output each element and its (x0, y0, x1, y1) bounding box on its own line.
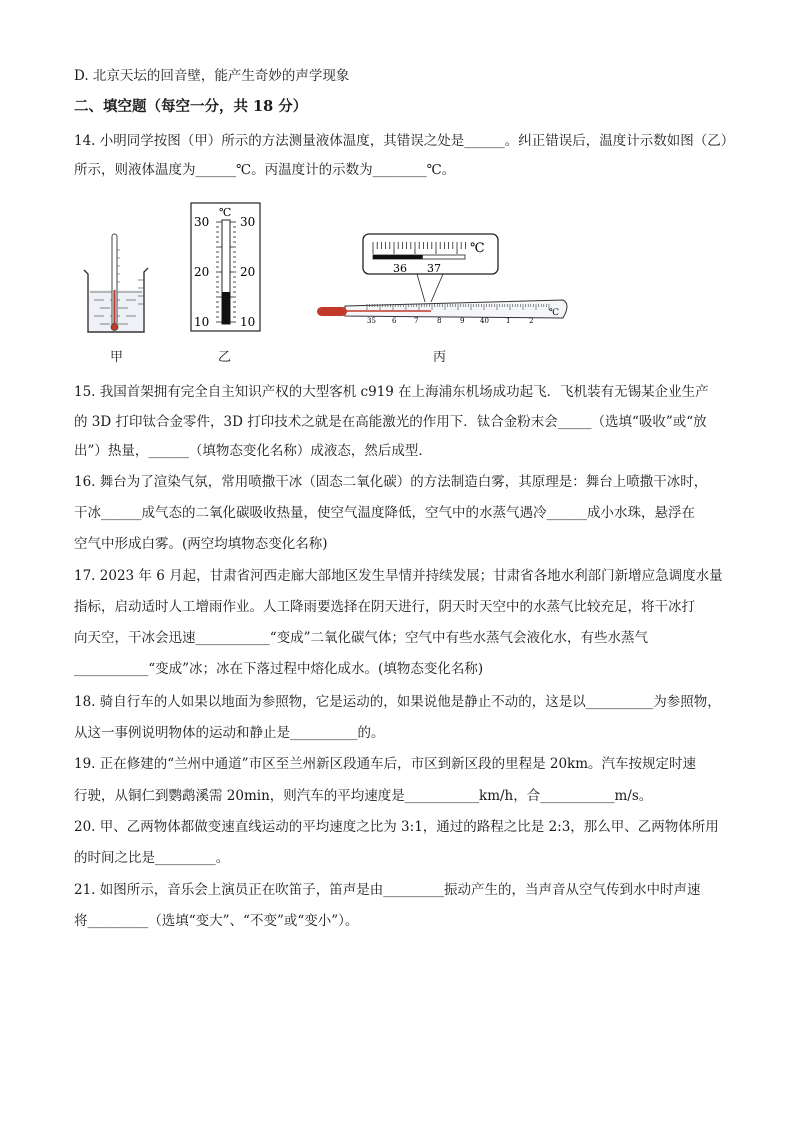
zoom-unit: ℃ (470, 241, 485, 256)
body-label-40: 40 (480, 317, 489, 325)
bulb (317, 307, 347, 316)
caption-jia: 甲 (110, 350, 124, 365)
q15-line3: 出”）热量，______（填物态变化名称）成液态，然后成型． (74, 443, 432, 459)
beaker-icon (78, 230, 158, 340)
q18-line1: 18. 骑自行车的人如果以地面为参照物，它是运动的，如果说他是静止不动的，这是以__________为参照物， (74, 694, 721, 710)
q15-line2: 的 3D 打印钛合金零件，3D 打印技术之就是在高能激光的作用下．钛合金粉末会_____（选填“吸收”或“放 (74, 414, 707, 430)
q17-line2: 指标，启动适时人工增雨作业。人工降雨要选择在阴天进行，阴天时天空中的水蒸气比较充足，将干冰打 (74, 599, 695, 615)
body-label-9: 9 (460, 317, 465, 325)
body-label-1: 1 (506, 317, 511, 325)
liquid-column (222, 292, 230, 324)
figure-jia (78, 230, 158, 340)
option-d: D. 北京天坛的回音壁，能产生奇妙的声学现象 (74, 68, 350, 84)
q15-line1: 15. 我国首架拥有完全自主知识产权的大型客机 c919 在上海浦东机场成功起飞．飞机装有无锡某企业生产 (74, 384, 709, 400)
left-tick-30: 30 (194, 215, 210, 229)
q17-line4: ___________“变成”冰；冰在下落过程中熔化成水。(填物态变化名称) (74, 661, 484, 677)
q17-line3: 向天空，干冰会迅速___________“变成”二氧化碳气体；空气中有些水蒸气会液化水，有些水蒸气 (74, 630, 649, 646)
left-tick-20: 20 (194, 265, 210, 279)
body-label-2: 2 (529, 317, 534, 325)
q19-line2: 行驶，从铜仁到鹦鹉溪需 20min，则汽车的平均速度是___________km/h，合___________m/s。 (74, 788, 653, 804)
q17-line1: 17. 2023 年 6 月起，甘肃省河西走廊大部地区发生旱情并持续发展；甘肃省各地水利部门新增应急调度水量 (74, 568, 723, 584)
left-tick-10: 10 (194, 315, 210, 329)
q16-line3: 空气中形成白雾。(两空均填物态变化名称) (74, 536, 328, 552)
q20-line1: 20. 甲、乙两物体都做变速直线运动的平均速度之比为 3:1，通过的路程之比是 2:3，那么甲、乙两物体所用 (74, 819, 719, 835)
zoom-label-37: 37 (427, 262, 441, 275)
figure-bing (315, 232, 575, 327)
q19-line1: 19. 正在修建的“兰州中通道”市区至兰州新区段通车后，市区到新区段的里程是 20km。汽车按规定时速 (74, 756, 697, 772)
body-label-8: 8 (437, 317, 442, 325)
body-label-7: 7 (414, 317, 419, 325)
q16-line2: 干冰______成气态的二氧化碳吸收热量，使空气温度降低，空气中的水蒸气遇冷______成小水珠，悬浮在 (74, 505, 695, 521)
q21-line2: 将_________（选填“变大”、“不变”或“变小”）。 (74, 913, 359, 929)
body-label-35: 35 (367, 317, 376, 325)
q16-line1: 16. 舞台为了渲染气氛，常用喷撒干冰（固态二氧化碳）的方法制造白雾，其原理是：舞台上喷撒干冰时， (74, 474, 708, 490)
body-unit: ℃ (549, 308, 560, 318)
right-tick-10: 10 (240, 315, 256, 329)
zoom-mercury (373, 255, 423, 259)
section-heading: 二、填空题（每空一分，共 18 分） (74, 98, 308, 115)
q14-line1: 14. 小明同学按图（甲）所示的方法测量液体温度，其错误之处是______。纠正错误后，温度计示数如图（乙） (74, 133, 735, 149)
right-tick-20: 20 (240, 265, 256, 279)
q14-line2: 所示，则液体温度为______℃。丙温度计的示数为________℃。 (74, 162, 456, 178)
q20-line2: 的时间之比是_________。 (74, 850, 230, 866)
caption-yi: 乙 (218, 350, 232, 365)
unit-label: ℃ (219, 206, 232, 219)
q18-line2: 从这一事例说明物体的运动和静止是__________的。 (74, 725, 385, 741)
q21-line1: 21. 如图所示，音乐会上演员正在吹笛子，笛声是由_________振动产生的，当声音从空气传到水中时声速 (74, 882, 701, 898)
caption-bing: 丙 (433, 350, 447, 365)
zoom-label-36: 36 (393, 262, 407, 275)
body-label-6: 6 (392, 317, 397, 325)
figure-yi (190, 200, 262, 335)
right-tick-30: 30 (240, 215, 256, 229)
